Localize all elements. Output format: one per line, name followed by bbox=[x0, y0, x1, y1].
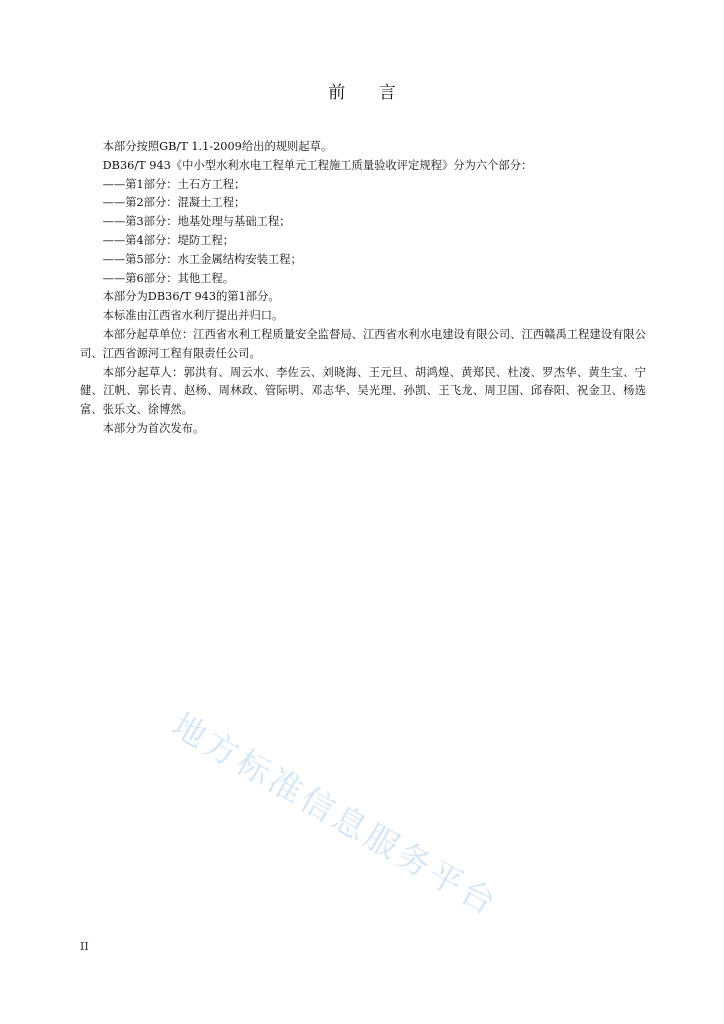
part-item-5: ——第5部分：水工金属结构安装工程； bbox=[102, 252, 302, 266]
part-item-1: ——第1部分：土石方工程； bbox=[102, 177, 246, 191]
page-number: II bbox=[80, 940, 89, 953]
foreword-body bbox=[80, 138, 646, 439]
paragraph-this-part: 本部分为DB36/T 943的第1部分。 bbox=[102, 290, 280, 304]
paragraph-drafting-rules: 本部分按照GB/T 1.1-2009给出的规则起草。 bbox=[102, 140, 333, 153]
part-item-4: ——第4部分：堤防工程； bbox=[102, 233, 235, 247]
part-item-3: ——第3部分：地基处理与基础工程； bbox=[102, 215, 291, 229]
watermark: 地方标准信息服务平台 bbox=[165, 705, 506, 924]
paragraph-drafters: 本部分起草人：郭洪有、周云水、李佐云、刘晓海、王元旦、胡鸿煌、黄郑民、杜凌、罗杰华、黄生宝、宁健、江帆、郭长青、赵杨、周林政、管际明、邓志华、吴光理、孙凯、王飞龙、周卫国、邱春阳、祝金卫、杨选富、张乐文、徐博然。 bbox=[80, 365, 646, 417]
paragraph-drafting-units: 本部分起草单位：江西省水利工程质量安全监督局、江西省水利水电建设有限公司、江西赣禹工程建设有限公司、江西省源河工程有限责任公司。 bbox=[80, 327, 646, 360]
paragraph-parts-intro: DB36/T 943《中小型水利水电工程单元工程施工质量验收评定规程》分为六个部分： bbox=[102, 158, 533, 172]
page-title: 前 言 bbox=[328, 83, 410, 103]
part-item-6: ——第6部分：其他工程。 bbox=[102, 271, 235, 285]
paragraph-proposer: 本标准由江西省水利厅提出并归口。 bbox=[102, 309, 284, 323]
part-item-2: ——第2部分：混凝土工程； bbox=[102, 196, 246, 210]
paragraph-first-release: 本部分为首次发布。 bbox=[102, 421, 205, 435]
